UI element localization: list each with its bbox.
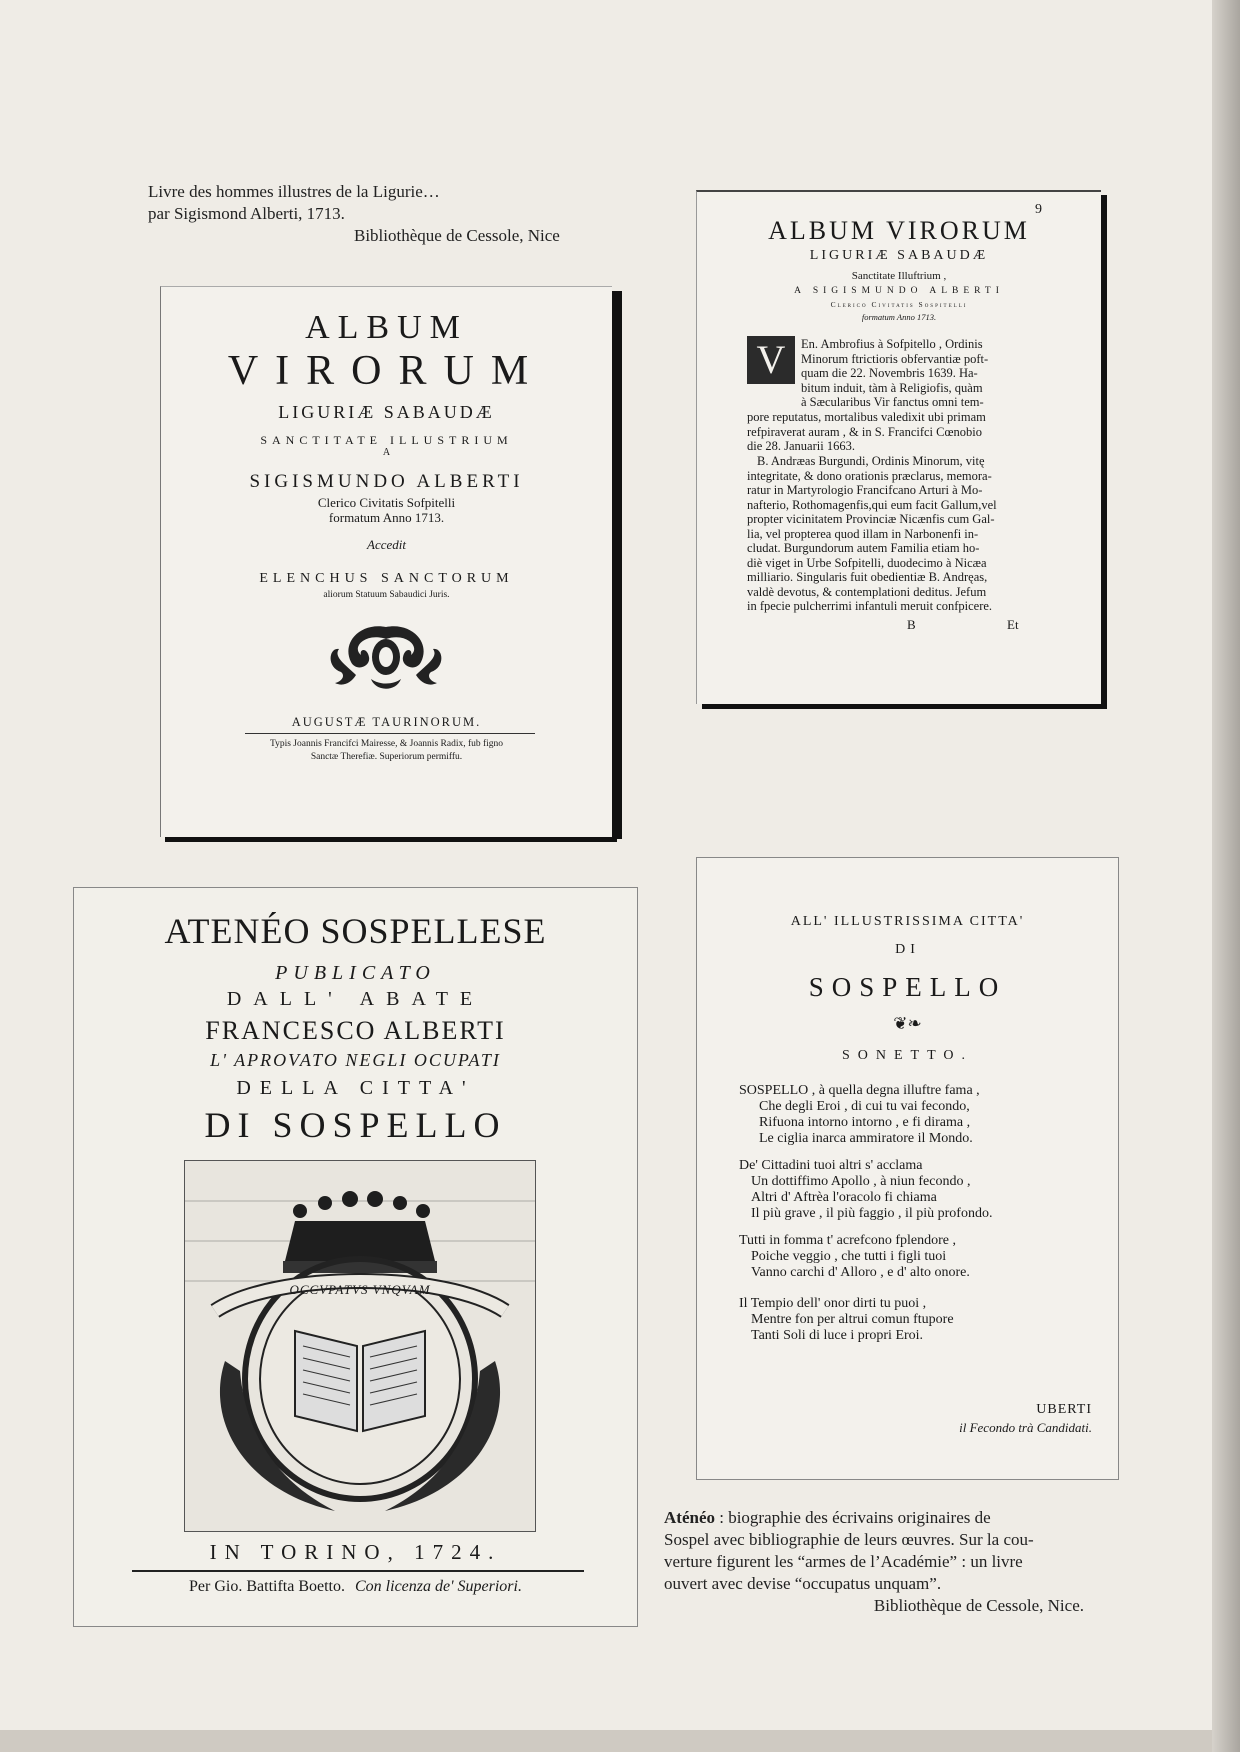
text-line: propter vicinitatem Provinciæ Nicænfis cum Gal- <box>747 512 995 526</box>
text-dall-abate: DALL' ABATE <box>226 988 485 1010</box>
paragraph-ambrosius-top <box>801 337 1067 395</box>
text-author: A SIGISMUNDO ALBERTI <box>794 286 1004 296</box>
arms-illustration <box>185 1161 535 1531</box>
title-virorum: VIRORUM <box>227 348 546 394</box>
stanza-1 <box>739 1083 980 1147</box>
caption-top-line2: par Sigismond Alberti, 1713. <box>148 204 345 223</box>
verse-line: Un dottiffimo Apollo , à niun fecondo , <box>751 1174 971 1189</box>
catchword: Et <box>1007 617 1019 632</box>
text-publicato: PUBLICATO <box>275 962 436 984</box>
text-sospello: SOSPELLO <box>808 972 1007 1002</box>
text-line: milliario. Singularis fuit obedientiæ B. Andręas, <box>747 570 988 584</box>
book-edge <box>616 291 622 839</box>
verse-line: Tutti in fomma t' acrefcono fplendore , <box>739 1233 957 1248</box>
verse-line: Altri d' Aftrèa l'oracolo fi chiama <box>751 1190 937 1205</box>
caption-line4: ouvert avec devise “occupatus unquam”. <box>664 1574 942 1593</box>
verse-line: Le ciglia inarca ammiratore il Mondo. <box>759 1131 973 1146</box>
paragraph-ambrosius-rest <box>747 410 1067 454</box>
caption-top <box>148 181 598 247</box>
text-line: ratur in Martyrologio Francifcano Arturi à Mo- <box>747 483 983 497</box>
caption-top-line1: Livre des hommes illustres de la Ligurie… <box>148 182 440 201</box>
motto-banner: OCCVPATVS VNQVAM <box>289 1282 431 1297</box>
subtitle-liguriae: LIGURIÆ SABAUDÆ <box>278 402 495 422</box>
text-author-sub: il Fecondo trà Candidati. <box>959 1420 1092 1435</box>
caption-line1-text: : biographie des écrivains originaires de <box>719 1508 991 1527</box>
text-clerico: Clerico Civitatis Sospitelli <box>830 300 968 309</box>
verse-line: Il Tempio dell' onor dirti tu puoi , <box>739 1296 927 1311</box>
caption-line1 <box>664 1507 1084 1529</box>
caption-bottom <box>664 1507 1084 1617</box>
text-line: quam die 22. Novembris 1639. Ha- <box>801 366 978 380</box>
signature-mark: B <box>907 617 916 632</box>
subtitle-liguriae: LIGURIÆ SABAUDÆ <box>809 248 989 263</box>
stanza-3 <box>739 1233 970 1281</box>
author-name: SIGISMUNDO ALBERTI <box>249 471 524 492</box>
paragraph-andreas <box>747 454 1067 614</box>
verse-line: Poiche veggio , che tutti i figli tuoi <box>751 1249 947 1264</box>
coat-of-arms-engraving <box>184 1160 536 1532</box>
text-all-illustrissima: ALL' ILLUSTRISSIMA CITTA' <box>790 914 1025 929</box>
text-line: nafterio, Rothomagenfis,qui eum facit Gallum,vel <box>747 497 997 512</box>
text-line: Minorum ftrictioris obfervantiæ poft- <box>801 351 989 366</box>
stanza-4 <box>739 1296 954 1344</box>
verse-line: Che degli Eroi , di cui tu vai fecondo, <box>759 1099 970 1114</box>
text-accedit: Accedit <box>367 537 406 552</box>
caption-line3: verture figurent les “armes de l’Académie” : un livre <box>664 1552 1023 1571</box>
verse-line: Rifuona intorno intorno , e fi dirama , <box>759 1115 971 1130</box>
page-album-virorum-text <box>696 190 1101 704</box>
title-page-ateneo-sospellese <box>73 887 638 1627</box>
paragraph-ambrosius-bottom <box>801 395 1067 410</box>
text-di-sospello: DI SOSPELLO <box>204 1105 507 1145</box>
text-typis-2: Sanctæ Therefiæ. Superiorum permiffu. <box>310 752 463 762</box>
page-number: 9 <box>1035 202 1042 217</box>
text-line: integritate, & dono orationis præclarus, memora- <box>747 468 992 483</box>
text-line: lia, vel propterea quod illam in Narbonenfi in- <box>747 526 979 541</box>
text-line: B. Andræas Burgundi, Ordinis Minorum, vitę <box>757 454 985 468</box>
text-place: AUGUSTÆ TAURINORUM. <box>291 715 482 729</box>
text-di: DI <box>895 942 920 957</box>
text-line: En. Ambrofius à Sofpitello , Ordinis <box>801 337 983 351</box>
caption-line5: Bibliothèque de Cessole, Nice. <box>873 1596 1084 1615</box>
text-line: diè viget in Urbe Sofpitelli, duodecimo à Nicæa <box>747 555 987 570</box>
text-line: pore reputatus, mortalibus valedixit ubi primam <box>747 410 986 424</box>
text-printer-line <box>74 1578 637 1596</box>
caption-top-line3: Bibliothèque de Cessole, Nice <box>354 226 560 245</box>
fleuron-icon: ❦❧ <box>893 1014 922 1034</box>
text-sonetto: SONETTO. <box>841 1048 974 1063</box>
subtitle-sanctitate: SANCTITATE ILLUSTRIUM <box>260 433 513 447</box>
text-a: A <box>382 447 391 458</box>
initial-letter: V <box>756 337 786 382</box>
text-typis-1: Typis Joannis Francifci Mairesse, & Joannis Radix, fub figno <box>269 739 504 749</box>
verse-line: Mentre fon per altrui comun ftupore <box>751 1312 954 1327</box>
title-album-virorum: ALBUM VIRORUM <box>768 216 1030 245</box>
verse-line: Tanti Soli di luce i propri Eroi. <box>751 1328 924 1343</box>
stanza-2 <box>739 1158 992 1222</box>
page-bottom-edge <box>0 1730 1212 1752</box>
initial-letter-box <box>747 336 795 384</box>
text-line: cludat. Burgundorum autem Familia etiam ho- <box>747 541 980 555</box>
text-printer: Per Gio. Battifta Boetto. <box>189 1578 345 1595</box>
verse-line: Il più grave , il più faggio , il più profondo. <box>751 1206 993 1221</box>
text-clerico: Clerico Civitatis Sofpitelli <box>317 495 456 510</box>
text-formatum: formatum Anno 1713. <box>861 312 937 322</box>
text-elenchus: ELENCHUS SANCTORUM <box>259 571 514 586</box>
verse-line: De' Cittadini tuoi altri s' acclama <box>739 1158 923 1173</box>
text-in-torino: IN TORINO, 1724. <box>209 1540 502 1564</box>
text-francesco-alberti: FRANCESCO ALBERTI <box>205 1016 506 1045</box>
title-page-album-virorum <box>160 286 612 837</box>
caption-line2: Sospel avec bibliographie de leurs œuvres. Sur la cou- <box>664 1530 1034 1549</box>
text-aliorum: aliorum Statuum Sabaudici Juris. <box>323 590 450 600</box>
text-line: refpiraverat auram , & in S. Francifci Cœnobio <box>747 424 982 439</box>
text-formatum: formatum Anno 1713. <box>328 510 445 525</box>
text-della-citta: DELLA CITTA' <box>236 1077 475 1099</box>
sonnet-page-sospello <box>696 857 1119 1480</box>
text-sanctitate: Sanctitate Illuftrium , <box>851 270 947 282</box>
text-line: in fpecie pulcherrimi infantuli meruit confpicere. <box>747 599 993 613</box>
rule <box>245 733 535 734</box>
verse-line: SOSPELLO , à quella degna illuftre fama , <box>739 1083 980 1098</box>
text-line: bitum induit, tàm à Religiofis, quàm <box>801 380 983 395</box>
text-aprovato: L' APROVATO NEGLI OCUPATI <box>210 1050 501 1070</box>
book-spine-shadow <box>1212 0 1240 1752</box>
text-author-uberti: UBERTI <box>1036 1402 1092 1417</box>
rule <box>132 1570 584 1572</box>
title-album: ALBUM <box>305 309 468 346</box>
title-ateneo: ATENÉO SOSPELLESE <box>164 911 547 951</box>
text-line: die 28. Januarii 1663. <box>747 439 855 453</box>
verse-line: Vanno carchi d' Alloro , e d' alto onore. <box>751 1265 970 1280</box>
text-licenza: Con licenza de' Superiori. <box>355 1578 522 1595</box>
caption-lead: Aténéo <box>664 1508 715 1527</box>
text-line: valdè devotus, & contemplationi deditus. Jefum <box>747 584 987 599</box>
text-line: à Sæcularibus Vir fanctus omni tem- <box>801 395 984 409</box>
fleuron-ornament <box>321 617 451 697</box>
